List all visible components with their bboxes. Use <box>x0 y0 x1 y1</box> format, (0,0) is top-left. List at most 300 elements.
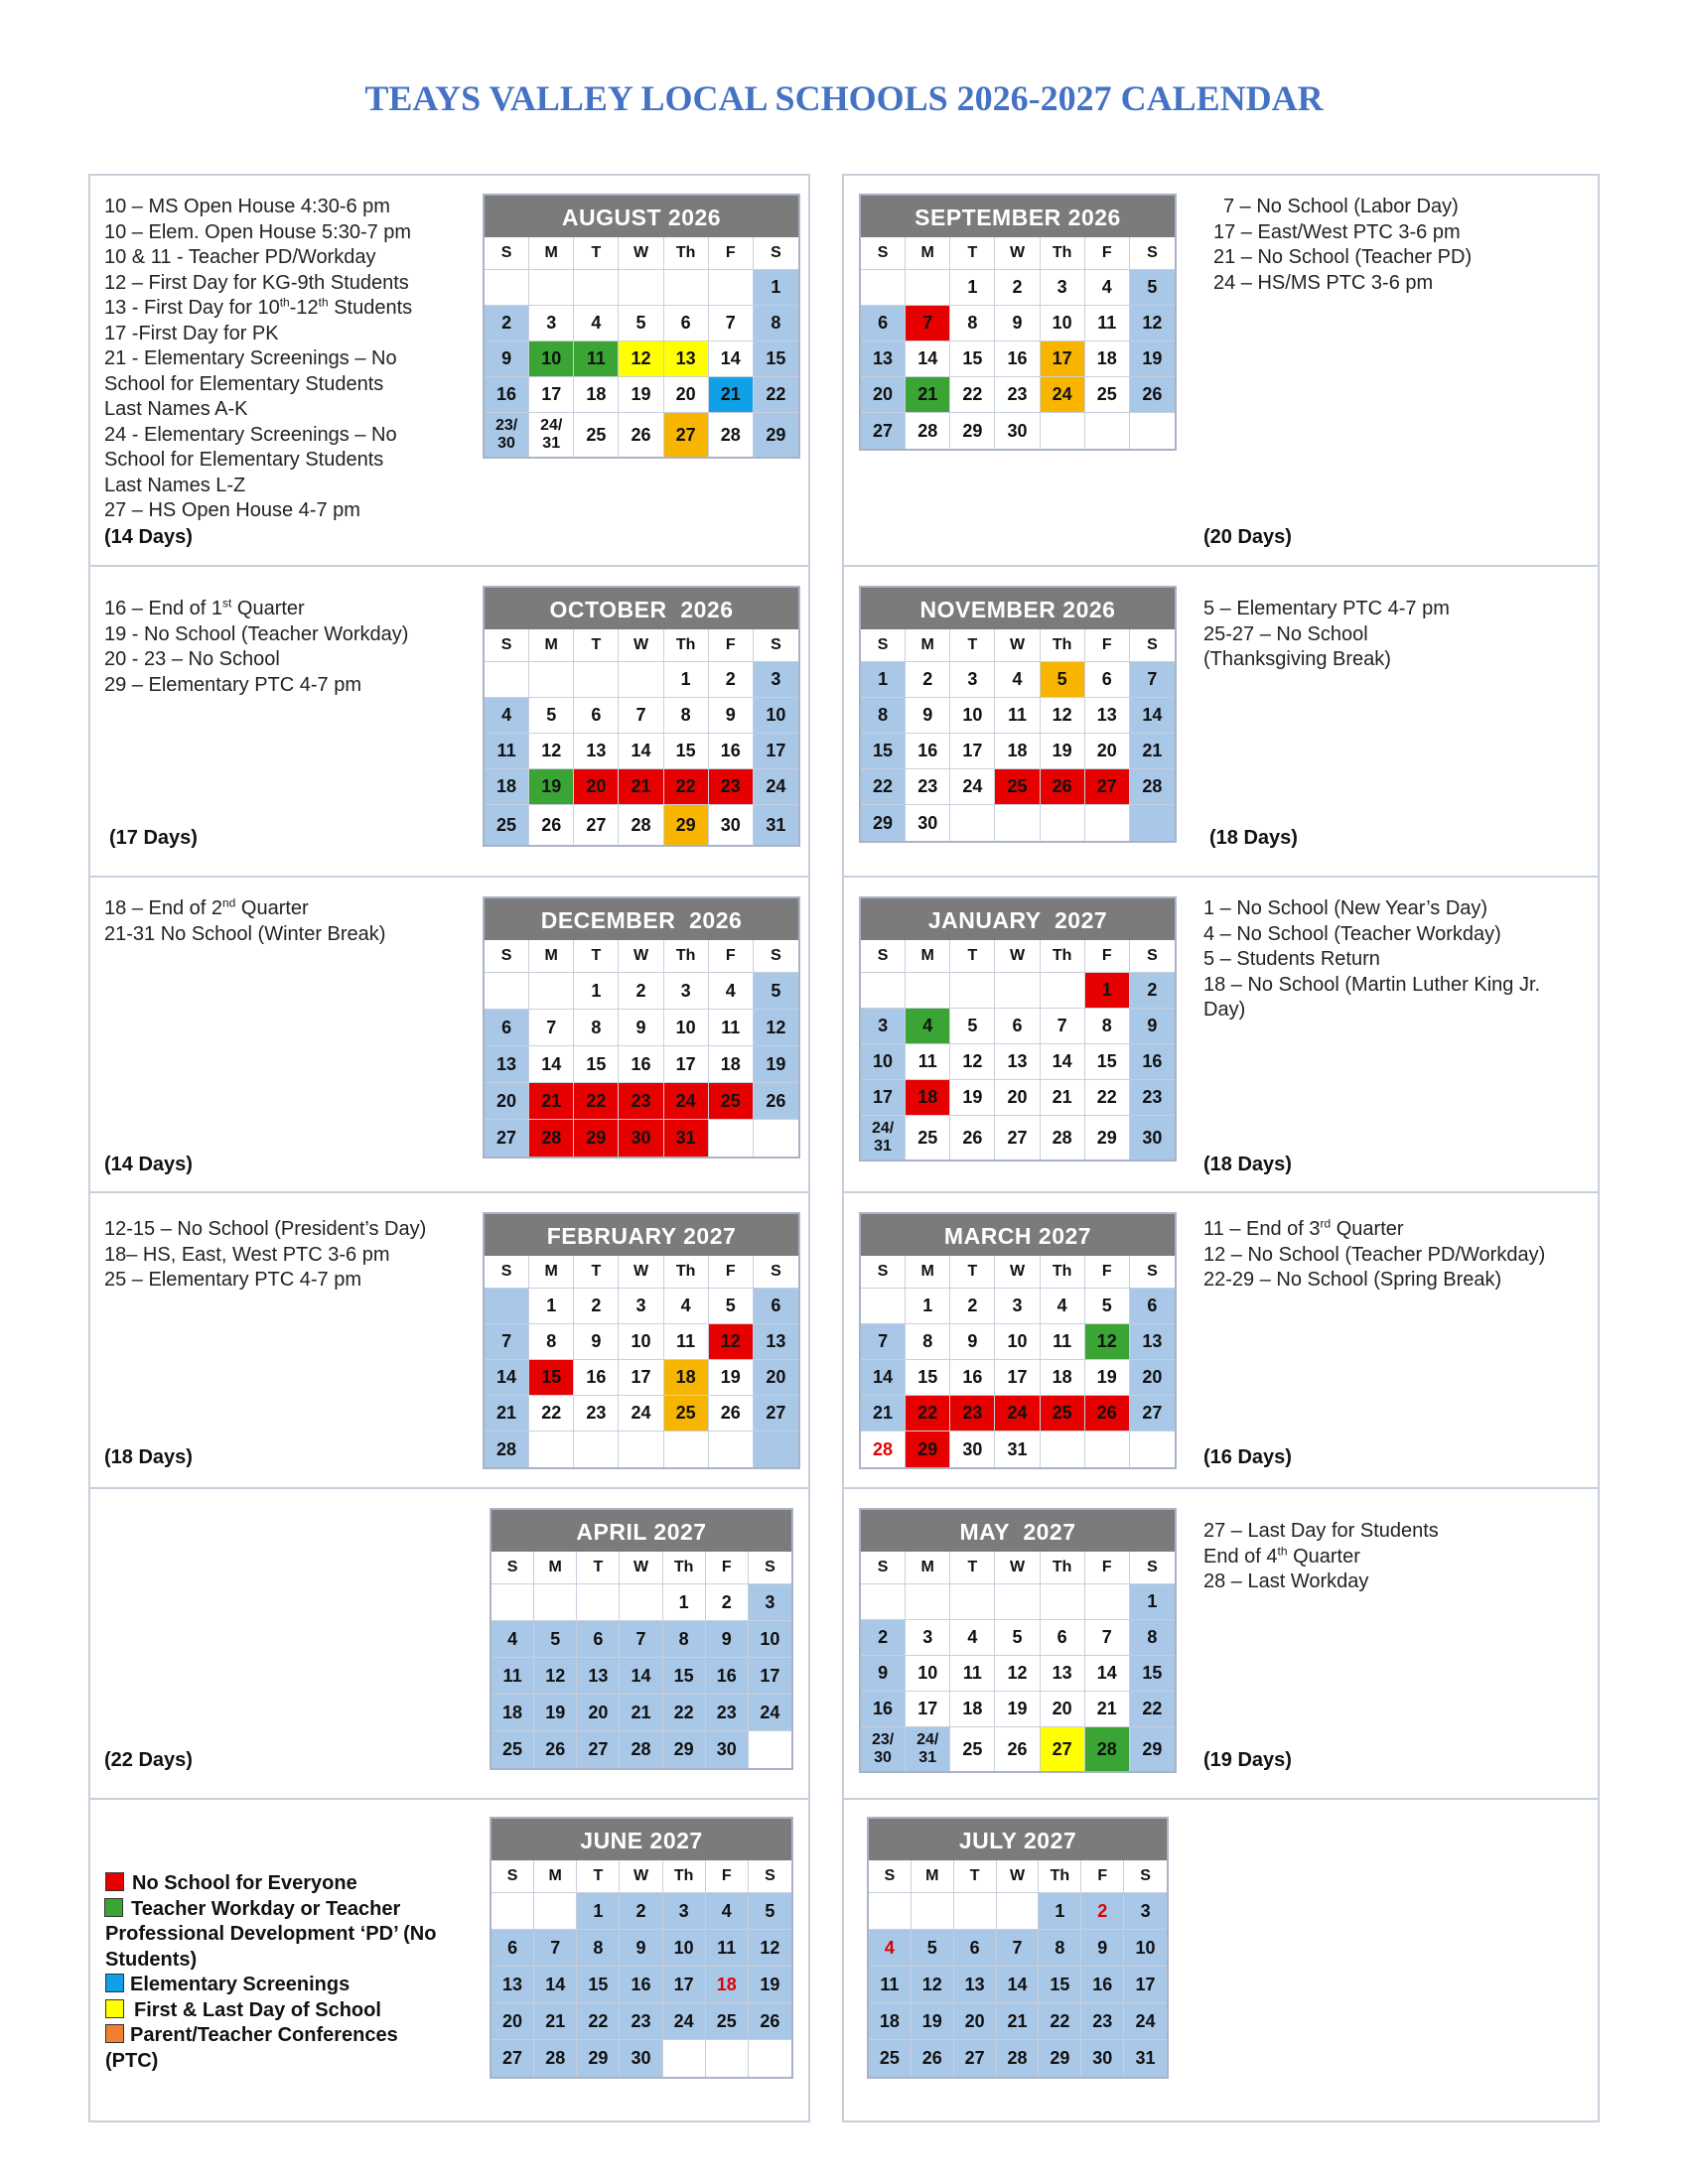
empty-day-cell <box>1085 1432 1130 1467</box>
weekday-header: Th <box>664 1256 709 1289</box>
day-cell: 24 <box>619 1396 663 1432</box>
day-cell: 8 <box>529 1324 574 1360</box>
empty-day-cell <box>492 1893 534 1930</box>
notes-nov <box>1203 597 1450 673</box>
weekday-header: F <box>1085 940 1130 973</box>
day-cell: 16 <box>1130 1044 1175 1080</box>
day-cell: 3 <box>950 662 995 698</box>
weekday-header: S <box>749 1860 791 1893</box>
empty-day-cell <box>749 2040 791 2077</box>
weekday-header: T <box>954 1860 997 1893</box>
day-cell: 9 <box>706 1621 749 1658</box>
note: 24 - Elementary Screenings – No <box>104 423 397 446</box>
weekday-header: Th <box>664 629 709 662</box>
day-cell: 10 <box>754 698 798 734</box>
day-cell: 17 <box>1041 341 1085 377</box>
month-grid <box>861 237 1175 449</box>
day-cell: 16 <box>706 1658 749 1695</box>
empty-day-cell <box>950 1584 995 1620</box>
days-count-mar: (16 Days) <box>1203 1446 1292 1468</box>
empty-day-cell <box>754 1120 798 1157</box>
days-count-feb: (18 Days) <box>104 1446 193 1468</box>
day-cell: 20 <box>1130 1360 1175 1396</box>
note: 21 - Elementary Screenings – No <box>104 347 397 369</box>
day-cell: 12 <box>534 1658 577 1695</box>
day-cell: 16 <box>1081 1967 1124 2003</box>
day-cell: 10 <box>663 1930 706 1967</box>
note: 4 – No School (Teacher Workday) <box>1203 922 1501 945</box>
day-cell: 21 <box>534 2003 577 2040</box>
day-cell: 29 <box>664 805 709 845</box>
day-cell: 2 <box>861 1620 906 1656</box>
calendar-title: TEAYS VALLEY LOCAL SCHOOLS 2026-2027 CALENDAR <box>364 78 1324 118</box>
day-cell: 15 <box>1085 1044 1130 1080</box>
day-cell: 1 <box>1085 973 1130 1009</box>
empty-day-cell <box>995 973 1040 1009</box>
day-cell: 4 <box>950 1620 995 1656</box>
day-cell: 16 <box>861 1692 906 1727</box>
day-cell: 11 <box>1041 1324 1085 1360</box>
day-cell: 29 <box>574 1120 619 1157</box>
day-cell: 28 <box>620 1731 662 1768</box>
notes-aug <box>104 195 412 524</box>
month-title: APRIL 2027 <box>492 1510 791 1552</box>
day-cell: 23/ 30 <box>485 413 529 457</box>
notes-feb <box>104 1217 426 1294</box>
empty-day-cell <box>861 270 906 306</box>
day-cell: 7 <box>1085 1620 1130 1656</box>
day-cell: 10 <box>749 1621 791 1658</box>
weekday-header: S <box>861 940 906 973</box>
note: 10 – Elem. Open House 5:30-7 pm <box>104 220 412 243</box>
day-cell: 13 <box>492 1967 534 2003</box>
day-cell: 24 <box>1041 377 1085 413</box>
empty-day-cell <box>1130 805 1175 841</box>
day-cell: 14 <box>1130 698 1175 734</box>
calendar-feb <box>483 1212 800 1469</box>
day-cell: 24/ 31 <box>861 1116 906 1160</box>
day-cell: 27 <box>577 1731 620 1768</box>
month-title: MAY 2027 <box>861 1510 1175 1552</box>
day-cell: 31 <box>664 1120 709 1157</box>
day-cell: 27 <box>574 805 619 845</box>
day-cell: 17 <box>529 377 574 413</box>
note: 28 – Last Workday <box>1203 1570 1369 1592</box>
day-cell: 30 <box>1130 1116 1175 1160</box>
day-cell: 18 <box>709 1046 754 1083</box>
day-cell: 22 <box>906 1396 950 1432</box>
empty-day-cell <box>906 270 950 306</box>
day-cell: 2 <box>619 973 663 1010</box>
day-cell: 8 <box>950 306 995 341</box>
day-cell: 24/ 31 <box>906 1727 950 1771</box>
day-cell: 13 <box>485 1046 529 1083</box>
day-cell: 2 <box>1081 1893 1124 1930</box>
empty-day-cell <box>912 1893 954 1930</box>
day-cell: 21 <box>485 1396 529 1432</box>
weekday-header: S <box>754 1256 798 1289</box>
weekday-header: F <box>1085 237 1130 270</box>
day-cell: 18 <box>869 2003 912 2040</box>
day-cell: 7 <box>709 306 754 341</box>
day-cell: 30 <box>906 805 950 841</box>
weekday-header: W <box>620 1552 662 1584</box>
day-cell: 16 <box>485 377 529 413</box>
weekday-header: T <box>950 629 995 662</box>
day-cell: 7 <box>1130 662 1175 698</box>
weekday-header: W <box>619 940 663 973</box>
day-cell: 11 <box>1085 306 1130 341</box>
weekday-header: Th <box>663 1860 706 1893</box>
day-cell: 19 <box>1041 734 1085 769</box>
month-grid <box>869 1860 1167 2077</box>
empty-day-cell <box>574 1432 619 1467</box>
day-cell: 7 <box>861 1324 906 1360</box>
note: School for Elementary Students <box>104 372 384 395</box>
day-cell: 15 <box>529 1360 574 1396</box>
empty-day-cell <box>995 805 1040 841</box>
day-cell: 30 <box>1081 2040 1124 2077</box>
day-cell: 26 <box>1130 377 1175 413</box>
note: 25 – Elementary PTC 4-7 pm <box>104 1269 361 1291</box>
day-cell: 2 <box>906 662 950 698</box>
weekday-header: T <box>950 940 995 973</box>
weekday-header: S <box>861 237 906 270</box>
day-cell: 4 <box>1041 1289 1085 1324</box>
day-cell: 3 <box>906 1620 950 1656</box>
weekday-header: S <box>492 1552 534 1584</box>
weekday-header: M <box>906 629 950 662</box>
weekday-header: Th <box>664 940 709 973</box>
day-cell: 18 <box>995 734 1040 769</box>
weekday-header: Th <box>1039 1860 1081 1893</box>
empty-day-cell <box>954 1893 997 1930</box>
day-cell: 26 <box>1041 769 1085 805</box>
day-cell: 18 <box>906 1080 950 1116</box>
weekday-header: S <box>1130 940 1175 973</box>
empty-day-cell <box>529 662 574 698</box>
empty-day-cell <box>1041 413 1085 449</box>
weekday-header: W <box>995 237 1040 270</box>
day-cell: 2 <box>485 306 529 341</box>
day-cell: 25 <box>995 769 1040 805</box>
empty-day-cell <box>995 1584 1040 1620</box>
empty-day-cell <box>997 1893 1040 1930</box>
days-count-oct: (17 Days) <box>109 827 198 849</box>
day-cell: 2 <box>950 1289 995 1324</box>
day-cell: 25 <box>1041 1396 1085 1432</box>
weekday-header: T <box>577 1860 620 1893</box>
weekday-header: T <box>950 1256 995 1289</box>
weekday-header: F <box>709 940 754 973</box>
day-cell: 6 <box>861 306 906 341</box>
month-title: SEPTEMBER 2026 <box>861 196 1175 237</box>
day-cell: 25 <box>709 1083 754 1120</box>
day-cell: 21 <box>529 1083 574 1120</box>
weekday-header: S <box>485 940 529 973</box>
empty-day-cell <box>1085 413 1130 449</box>
day-cell: 23 <box>906 769 950 805</box>
day-cell: 30 <box>620 2040 662 2077</box>
day-cell: 24 <box>1124 2003 1167 2040</box>
legend-workday-line3: Students) <box>105 1948 198 1971</box>
day-cell: 5 <box>529 698 574 734</box>
day-cell: 21 <box>620 1695 662 1731</box>
day-cell: 2 <box>706 1584 749 1621</box>
empty-day-cell <box>529 973 574 1010</box>
weekday-header: F <box>706 1860 749 1893</box>
empty-day-cell <box>749 1731 791 1768</box>
day-cell: 4 <box>1085 270 1130 306</box>
day-cell: 23 <box>1081 2003 1124 2040</box>
day-cell: 29 <box>861 805 906 841</box>
day-cell: 4 <box>709 973 754 1010</box>
month-grid <box>485 1256 798 1467</box>
day-cell: 11 <box>706 1930 749 1967</box>
day-cell: 20 <box>485 1083 529 1120</box>
day-cell: 24 <box>663 2003 706 2040</box>
day-cell: 17 <box>861 1080 906 1116</box>
day-cell: 11 <box>906 1044 950 1080</box>
day-cell: 2 <box>1130 973 1175 1009</box>
day-cell: 15 <box>664 734 709 769</box>
weekday-header: T <box>950 237 995 270</box>
day-cell: 12 <box>1085 1324 1130 1360</box>
empty-day-cell <box>619 270 663 306</box>
note: (Thanksgiving Break) <box>1203 648 1391 670</box>
day-cell: 10 <box>950 698 995 734</box>
empty-day-cell <box>861 973 906 1009</box>
day-cell: 17 <box>663 1967 706 2003</box>
note: 19 - No School (Teacher Workday) <box>104 622 409 645</box>
month-grid <box>861 1552 1175 1771</box>
day-cell: 10 <box>861 1044 906 1080</box>
day-cell: 21 <box>709 377 754 413</box>
day-cell: 5 <box>1130 270 1175 306</box>
weekday-header: S <box>754 629 798 662</box>
day-cell: 5 <box>950 1009 995 1044</box>
day-cell: 18 <box>664 1360 709 1396</box>
day-cell: 8 <box>1130 1620 1175 1656</box>
weekday-header: W <box>995 629 1040 662</box>
day-cell: 11 <box>574 341 619 377</box>
note: Last Names A-K <box>104 398 248 420</box>
day-cell: 21 <box>1041 1080 1085 1116</box>
day-cell: 12 <box>709 1324 754 1360</box>
day-cell: 22 <box>574 1083 619 1120</box>
day-cell: 13 <box>861 341 906 377</box>
day-cell: 15 <box>861 734 906 769</box>
weekday-header: F <box>709 1256 754 1289</box>
day-cell: 23 <box>995 377 1040 413</box>
day-cell: 4 <box>906 1009 950 1044</box>
empty-day-cell <box>1085 1584 1130 1620</box>
note: 10 – MS Open House 4:30-6 pm <box>104 196 390 217</box>
month-title: MARCH 2027 <box>861 1214 1175 1256</box>
day-cell: 8 <box>1039 1930 1081 1967</box>
weekday-header: S <box>1130 1552 1175 1584</box>
day-cell: 18 <box>950 1692 995 1727</box>
days-count-sep: (20 Days) <box>1203 526 1292 548</box>
day-cell: 23 <box>619 1083 663 1120</box>
month-grid <box>492 1552 791 1768</box>
weekday-header: Th <box>1041 940 1085 973</box>
day-cell: 17 <box>664 1046 709 1083</box>
day-cell: 21 <box>1130 734 1175 769</box>
day-cell: 28 <box>1041 1116 1085 1160</box>
day-cell: 23 <box>1130 1080 1175 1116</box>
weekday-header: M <box>912 1860 954 1893</box>
weekday-header: S <box>1124 1860 1167 1893</box>
note: 16 – End of 1st Quarter <box>104 596 305 619</box>
day-cell: 20 <box>577 1695 620 1731</box>
day-cell: 22 <box>1130 1692 1175 1727</box>
calendar-may <box>859 1508 1177 1773</box>
day-cell: 22 <box>663 1695 706 1731</box>
empty-day-cell <box>1041 1432 1085 1467</box>
day-cell: 10 <box>995 1324 1040 1360</box>
weekday-header: Th <box>1041 237 1085 270</box>
day-cell: 12 <box>619 341 663 377</box>
calendar-aug <box>483 194 800 459</box>
empty-day-cell <box>1130 413 1175 449</box>
day-cell: 1 <box>754 270 798 306</box>
day-cell: 6 <box>954 1930 997 1967</box>
day-cell: 14 <box>529 1046 574 1083</box>
weekday-header: S <box>1130 237 1175 270</box>
day-cell: 8 <box>906 1324 950 1360</box>
day-cell: 19 <box>995 1692 1040 1727</box>
day-cell: 18 <box>492 1695 534 1731</box>
month-title: AUGUST 2026 <box>485 196 798 237</box>
weekday-header: S <box>869 1860 912 1893</box>
day-cell: 1 <box>1039 1893 1081 1930</box>
weekday-header: S <box>861 1552 906 1584</box>
weekday-header: M <box>529 940 574 973</box>
day-cell: 28 <box>861 1432 906 1467</box>
weekday-header: S <box>492 1860 534 1893</box>
day-cell: 26 <box>709 1396 754 1432</box>
day-cell: 8 <box>577 1930 620 1967</box>
day-cell: 8 <box>754 306 798 341</box>
weekday-header: W <box>619 1256 663 1289</box>
calendar-jul <box>867 1817 1169 2079</box>
month-title: FEBRUARY 2027 <box>485 1214 798 1256</box>
note: 11 – End of 3rd Quarter <box>1203 1216 1404 1240</box>
month-title: JANUARY 2027 <box>861 898 1175 940</box>
weekday-header: M <box>906 940 950 973</box>
day-cell: 11 <box>492 1658 534 1695</box>
month-title: NOVEMBER 2026 <box>861 588 1175 629</box>
day-cell: 2 <box>620 1893 662 1930</box>
day-cell: 12 <box>529 734 574 769</box>
day-cell: 5 <box>709 1289 754 1324</box>
day-cell: 27 <box>861 413 906 449</box>
weekday-header: M <box>906 1552 950 1584</box>
note: 27 – HS Open House 4-7 pm <box>104 499 360 521</box>
day-cell: 15 <box>754 341 798 377</box>
empty-day-cell <box>950 973 995 1009</box>
day-cell: 11 <box>869 1967 912 2003</box>
day-cell: 10 <box>619 1324 663 1360</box>
day-cell: 28 <box>997 2040 1040 2077</box>
day-cell: 25 <box>1085 377 1130 413</box>
weekday-header: W <box>995 1552 1040 1584</box>
weekday-header: S <box>1130 629 1175 662</box>
red-swatch-icon <box>105 1872 124 1891</box>
day-cell: 14 <box>619 734 663 769</box>
day-cell: 7 <box>620 1621 662 1658</box>
empty-day-cell <box>620 1584 662 1621</box>
day-cell: 27 <box>1085 769 1130 805</box>
days-count-nov: (18 Days) <box>1209 827 1298 849</box>
day-cell: 30 <box>950 1432 995 1467</box>
month-title: JULY 2027 <box>869 1819 1167 1860</box>
day-cell: 17 <box>906 1692 950 1727</box>
day-cell: 14 <box>861 1360 906 1396</box>
day-cell: 4 <box>485 698 529 734</box>
day-cell: 25 <box>485 805 529 845</box>
day-cell: 6 <box>995 1009 1040 1044</box>
weekday-header: S <box>754 237 798 270</box>
note: 17 – East/West PTC 3-6 pm <box>1213 220 1461 243</box>
day-cell: 20 <box>754 1360 798 1396</box>
day-cell: 22 <box>529 1396 574 1432</box>
note: 29 – Elementary PTC 4-7 pm <box>104 673 361 696</box>
day-cell: 1 <box>574 973 619 1010</box>
day-cell: 19 <box>754 1046 798 1083</box>
day-cell: 27 <box>664 413 709 457</box>
day-cell: 15 <box>574 1046 619 1083</box>
empty-day-cell <box>706 2040 749 2077</box>
empty-day-cell <box>861 1584 906 1620</box>
day-cell: 23 <box>709 769 754 805</box>
note: 10 & 11 - Teacher PD/Workday <box>104 246 376 268</box>
day-cell: 13 <box>574 734 619 769</box>
weekday-header: Th <box>1041 1256 1085 1289</box>
day-cell: 16 <box>950 1360 995 1396</box>
day-cell: 20 <box>1041 1692 1085 1727</box>
day-cell: 12 <box>749 1930 791 1967</box>
day-cell: 25 <box>950 1727 995 1771</box>
month-grid <box>492 1860 791 2077</box>
day-cell: 5 <box>619 306 663 341</box>
weekday-header: T <box>574 629 619 662</box>
day-cell: 9 <box>995 306 1040 341</box>
day-cell: 27 <box>492 2040 534 2077</box>
day-cell: 6 <box>664 306 709 341</box>
day-cell: 10 <box>664 1010 709 1046</box>
note: 21 – No School (Teacher PD) <box>1213 246 1473 268</box>
day-cell: 24 <box>749 1695 791 1731</box>
day-cell: 20 <box>664 377 709 413</box>
day-cell: 25 <box>664 1396 709 1432</box>
empty-day-cell <box>574 662 619 698</box>
day-cell: 20 <box>1085 734 1130 769</box>
day-cell: 21 <box>906 377 950 413</box>
empty-day-cell <box>709 270 754 306</box>
day-cell: 26 <box>754 1083 798 1120</box>
day-cell: 13 <box>754 1324 798 1360</box>
weekday-header: F <box>1085 629 1130 662</box>
day-cell: 6 <box>1130 1289 1175 1324</box>
day-cell: 22 <box>861 769 906 805</box>
day-cell: 15 <box>950 341 995 377</box>
day-cell: 16 <box>574 1360 619 1396</box>
month-grid <box>485 940 798 1157</box>
day-cell: 24/ 31 <box>529 413 574 457</box>
empty-day-cell <box>619 1432 663 1467</box>
